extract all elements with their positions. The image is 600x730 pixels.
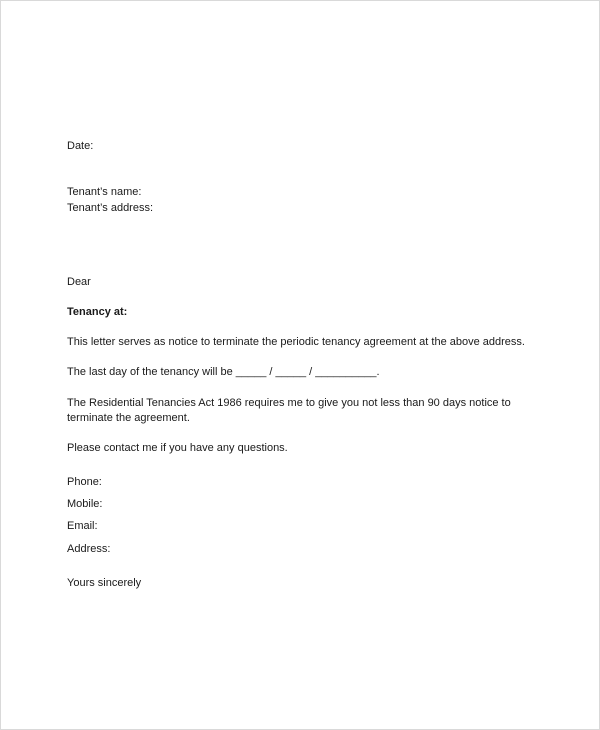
email-label: Email:	[67, 520, 98, 532]
notice-paragraph: This letter serves as notice to terminate the periodic tenancy agreement at the above address.	[67, 336, 525, 348]
tenant-address-label: Tenant’s address:	[67, 202, 154, 214]
mobile-label: Mobile:	[67, 498, 103, 510]
closing: Yours sincerely	[67, 577, 142, 589]
act-paragraph-line-2: terminate the agreement.	[67, 412, 190, 424]
tenancy-heading: Tenancy at:	[67, 306, 128, 318]
date-label: Date:	[67, 140, 94, 152]
act-paragraph-line-1: The Residential Tenancies Act 1986 requires me to give you not less than 90 days notice to	[67, 397, 511, 409]
last-day-paragraph: The last day of the tenancy will be _____ / _____ / __________.	[67, 366, 380, 378]
address-label: Address:	[67, 543, 111, 555]
tenant-name-label: Tenant’s name:	[67, 186, 142, 198]
contact-paragraph: Please contact me if you have any questions.	[67, 442, 288, 454]
phone-label: Phone:	[67, 476, 102, 488]
salutation: Dear	[67, 276, 91, 288]
